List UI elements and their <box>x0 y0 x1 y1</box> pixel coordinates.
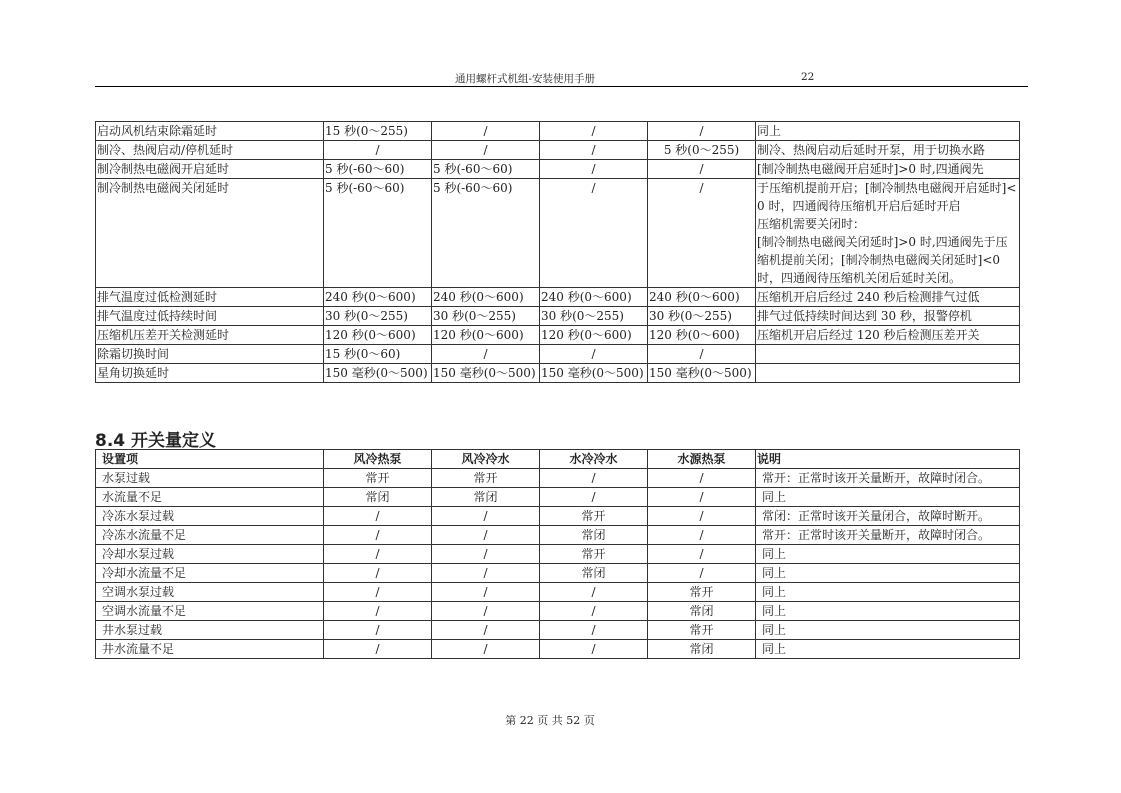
table-row <box>96 469 1020 488</box>
table-cell: / <box>432 564 540 583</box>
table-cell: 240 秒(0～600) <box>540 288 648 307</box>
table-cell: / <box>648 526 756 545</box>
table-row <box>96 602 1020 621</box>
table-cell: / <box>540 488 648 507</box>
table-row <box>96 488 1020 507</box>
table-cell: 常开 <box>648 621 756 640</box>
table-cell: 15 秒(0～255) <box>324 122 432 141</box>
table-cell: / <box>432 602 540 621</box>
table-cell: 240 秒(0～600) <box>324 288 432 307</box>
table-row <box>96 640 1020 659</box>
table-cell: / <box>648 545 756 564</box>
table-cell: 井水泵过载 <box>96 621 324 640</box>
table-cell: 冷却水泵过载 <box>96 545 324 564</box>
table-cell: / <box>324 507 432 526</box>
table-row <box>96 364 1020 383</box>
table-cell: / <box>648 488 756 507</box>
table-cell: 同上 <box>756 640 1020 659</box>
table-cell: 15 秒(0～60) <box>324 345 432 364</box>
table-cell: 除霜切换时间 <box>96 345 324 364</box>
table-cell: 常闭 <box>648 640 756 659</box>
table-cell: / <box>432 640 540 659</box>
table-cell: 同上 <box>756 488 1020 507</box>
document-title: 通用螺杆式机组-安装使用手册 <box>455 73 596 85</box>
table-row <box>96 583 1020 602</box>
table-cell: / <box>432 526 540 545</box>
table-cell: 30 秒(0～255) <box>540 307 648 326</box>
table-cell: 同上 <box>756 583 1020 602</box>
table-cell: / <box>648 564 756 583</box>
page-footer: 第 22 页 共 52 页 <box>505 714 595 727</box>
table-cell: 压缩机开启后经过 240 秒后检测排气过低 <box>756 288 1020 307</box>
table-cell: 150 毫秒(0～500) <box>540 364 648 383</box>
table-cell: 常开：正常时该开关量断开，故障时闭合。 <box>756 526 1020 545</box>
page-header <box>95 70 1028 87</box>
table-cell: 150 毫秒(0～500) <box>432 364 540 383</box>
table-row <box>96 160 1020 179</box>
table-cell: 同上 <box>756 621 1020 640</box>
table-cell: 冷冻水流量不足 <box>96 526 324 545</box>
table-cell: / <box>648 469 756 488</box>
table-cell: 排气温度过低检测延时 <box>96 288 324 307</box>
table-cell: 240 秒(0～600) <box>648 288 756 307</box>
table-cell: / <box>432 122 540 141</box>
table-cell: 水流量不足 <box>96 488 324 507</box>
table-cell: 常开 <box>324 469 432 488</box>
table-row <box>96 307 1020 326</box>
table-cell: 冷冻水泵过载 <box>96 507 324 526</box>
column-header: 风冷热泵 <box>324 450 432 469</box>
table-cell: / <box>432 583 540 602</box>
table-row <box>96 526 1020 545</box>
table-cell <box>756 364 1020 383</box>
table-cell: 5 秒(-60～60) <box>324 179 432 288</box>
table-cell: / <box>432 507 540 526</box>
table-cell: 制冷、热阀启动/停机延时 <box>96 141 324 160</box>
table-cell: / <box>324 526 432 545</box>
column-header: 水源热泵 <box>648 450 756 469</box>
table-cell: 5 秒(-60～60) <box>432 160 540 179</box>
table-cell: 常闭 <box>648 602 756 621</box>
table-cell: 同上 <box>756 564 1020 583</box>
table-cell: 于压缩机提前开启；[制冷制热电磁阀开启延时]<0 时，四通阀待压缩机开启后延时开启 压缩机需要关闭时： [制冷制热电磁阀关闭延时]>0 时,四通阀先于压缩机提前关闭；[制冷制热电磁阀关闭延时]<0 时，四通阀待压缩机关闭后延时关闭。 <box>756 179 1020 288</box>
table-cell: 压缩机压差开关检测延时 <box>96 326 324 345</box>
table-cell: / <box>540 602 648 621</box>
table-cell: 常开 <box>540 545 648 564</box>
table-cell: 空调水泵过载 <box>96 583 324 602</box>
table-cell: [制冷制热电磁阀开启延时]>0 时,四通阀先 <box>756 160 1020 179</box>
table-cell: 压缩机开启后经过 120 秒后检测压差开关 <box>756 326 1020 345</box>
table-cell: 5 秒(-60～60) <box>432 179 540 288</box>
table-row <box>96 564 1020 583</box>
table-cell: 同上 <box>756 122 1020 141</box>
column-header: 风冷冷水 <box>432 450 540 469</box>
table-cell: / <box>540 583 648 602</box>
table-cell: / <box>324 621 432 640</box>
table-cell: / <box>648 507 756 526</box>
table-cell: 120 秒(0～600) <box>540 326 648 345</box>
table-cell: 常闭：正常时该开关量闭合，故障时断开。 <box>756 507 1020 526</box>
table-cell: 120 秒(0～600) <box>648 326 756 345</box>
table-row <box>96 326 1020 345</box>
table-cell: / <box>648 160 756 179</box>
table-cell: / <box>432 345 540 364</box>
table-cell: / <box>324 564 432 583</box>
section-title: 8.4 开关量定义 <box>95 431 217 451</box>
table-cell: 120 秒(0～600) <box>432 326 540 345</box>
table-cell: 空调水流量不足 <box>96 602 324 621</box>
table-cell: / <box>432 621 540 640</box>
table-cell: 常开 <box>432 469 540 488</box>
table-cell: 150 毫秒(0～500) <box>648 364 756 383</box>
table-cell: 240 秒(0～600) <box>432 288 540 307</box>
table-row <box>96 122 1020 141</box>
table-cell: 常闭 <box>540 564 648 583</box>
table-cell: 排气过低持续时间达到 30 秒，报警停机 <box>756 307 1020 326</box>
table-cell: 启动风机结束除霜延时 <box>96 122 324 141</box>
table-cell: 常开 <box>648 583 756 602</box>
table-cell: 常开：正常时该开关量断开，故障时闭合。 <box>756 469 1020 488</box>
table-cell: 120 秒(0～600) <box>324 326 432 345</box>
table-cell: 常开 <box>540 507 648 526</box>
table-cell: 星角切换延时 <box>96 364 324 383</box>
table-cell: / <box>540 621 648 640</box>
table-cell: 制冷、热阀启动后延时开泵，用于切换水路 <box>756 141 1020 160</box>
table-cell: / <box>648 345 756 364</box>
column-header: 说明 <box>756 450 1020 469</box>
table-row <box>96 507 1020 526</box>
table-cell: 常闭 <box>432 488 540 507</box>
table-cell: 30 秒(0～255) <box>432 307 540 326</box>
table-cell: 30 秒(0～255) <box>648 307 756 326</box>
table-cell: 冷却水流量不足 <box>96 564 324 583</box>
table-cell: / <box>540 640 648 659</box>
table-cell: / <box>648 122 756 141</box>
table-row <box>96 179 1020 288</box>
table-row <box>96 141 1020 160</box>
table-cell: 常闭 <box>540 526 648 545</box>
column-header: 水冷冷水 <box>540 450 648 469</box>
header-page-number: 22 <box>801 71 815 83</box>
table-cell: / <box>540 345 648 364</box>
table-cell: 同上 <box>756 602 1020 621</box>
table-header-row <box>96 450 1020 469</box>
table-cell: / <box>540 141 648 160</box>
table-cell: / <box>324 545 432 564</box>
table-cell: 5 秒(-60～60) <box>324 160 432 179</box>
parameter-table <box>95 121 1020 383</box>
table-cell: / <box>540 160 648 179</box>
table-cell <box>756 345 1020 364</box>
table-cell: 制冷制热电磁阀关闭延时 <box>96 179 324 288</box>
table-cell: / <box>432 141 540 160</box>
table-cell: 同上 <box>756 545 1020 564</box>
table-cell: 150 毫秒(0～500) <box>324 364 432 383</box>
table-cell: 5 秒(0～255) <box>648 141 756 160</box>
table-cell: 排气温度过低持续时间 <box>96 307 324 326</box>
switch-definition-table <box>95 449 1020 659</box>
table-cell: 常闭 <box>324 488 432 507</box>
table-cell: 30 秒(0～255) <box>324 307 432 326</box>
table-cell: / <box>432 545 540 564</box>
table-cell: / <box>648 179 756 288</box>
table-cell: 井水流量不足 <box>96 640 324 659</box>
table-cell: / <box>324 602 432 621</box>
table-row <box>96 345 1020 364</box>
table-row <box>96 288 1020 307</box>
table-cell: / <box>324 640 432 659</box>
column-header: 设置项 <box>96 450 324 469</box>
table-row <box>96 545 1020 564</box>
table-cell: / <box>324 141 432 160</box>
table-cell: 制冷制热电磁阀开启延时 <box>96 160 324 179</box>
table-row <box>96 621 1020 640</box>
table-cell: 水泵过载 <box>96 469 324 488</box>
table-cell: / <box>540 122 648 141</box>
table-cell: / <box>540 179 648 288</box>
table-cell: / <box>324 583 432 602</box>
table-cell: / <box>540 469 648 488</box>
